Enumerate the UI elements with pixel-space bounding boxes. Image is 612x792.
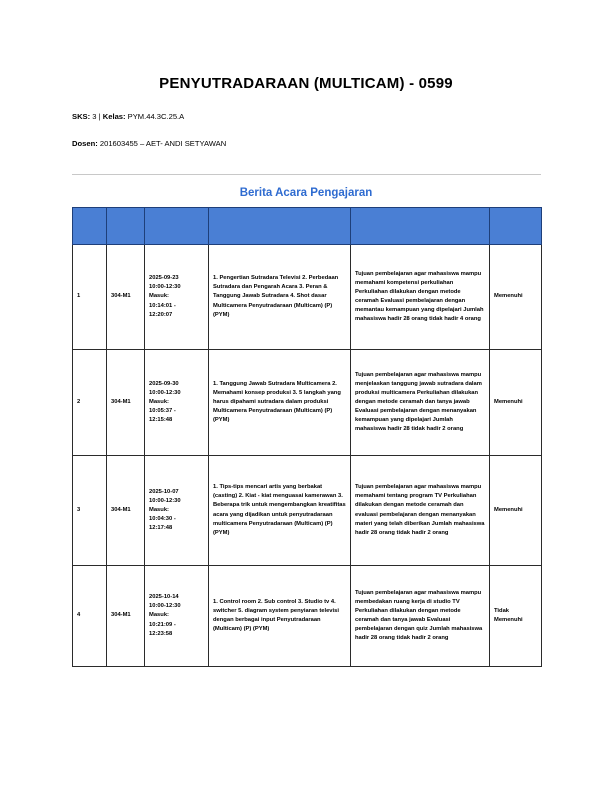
header-cell (73, 208, 107, 245)
session-time: 2025-09-23 10:00-12:30 Masuk: 10:14:01 - 12:20:07 (145, 245, 209, 350)
keterangan-cell: Tujuan pembelajaran agar mahasiswa mampu memahami tentang program TV Perkuliahan dilakukan dengan metode ceramah dan evaluasi pembelajaran dengan menanyakan materi yang telah diberikan Jumlah mahasiswa hadir 28 orang tidak hadir 2 orang (351, 456, 490, 566)
separator: | (98, 112, 101, 121)
materi-cell: 1. Tips-tips mencari artis yang berbakat (casting) 2. Kiat - kiat menguasai kamerawan 3. Beberapa trik untuk mengembangkan kreatifitas acara yang dijadikan untuk penyutradaraan multicamera Penyutradaraan (Multicam) (P) (PYM) (209, 456, 351, 566)
materi-cell: 1. Pengertian Sutradara Televisi 2. Perbedaan Sutradara dan Pengarah Acara 3. Peran & Tanggung Jawab Sutradara 4. Shot dasar Multicamera Penyutradaraan (Multicam) (P) (PYM) (209, 245, 351, 350)
row-number: 1 (73, 245, 107, 350)
room-code: 304-M1 (107, 456, 145, 566)
sks-value: 3 (92, 112, 97, 121)
berita-acara-table (72, 207, 542, 667)
room-code: 304-M1 (107, 566, 145, 667)
row-number: 4 (73, 566, 107, 667)
table-row (73, 566, 542, 667)
header-cell (351, 208, 490, 245)
room-code: 304-M1 (107, 245, 145, 350)
dosen-label: Dosen: (72, 139, 98, 148)
status-cell: Tidak Memenuhi (490, 566, 542, 667)
dosen-value: 201603455 – AET- ANDI SETYAWAN (99, 139, 227, 148)
header-cell (107, 208, 145, 245)
session-time: 2025-10-07 10:00-12:30 Masuk: 10:04:30 - 12:17:48 (145, 456, 209, 566)
divider (72, 174, 541, 175)
session-time: 2025-09-30 10:00-12:30 Masuk: 10:05:37 - 12:15:48 (145, 350, 209, 456)
course-title: PENYUTRADARAAN (MULTICAM) - 0599 (159, 75, 453, 92)
row-number: 2 (73, 350, 107, 456)
status-cell: Memenuhi (490, 245, 542, 350)
table-row (73, 245, 542, 350)
section-title: Berita Acara Pengajaran (239, 187, 373, 199)
session-time: 2025-10-14 10:00-12:30 Masuk: 10:21:09 - 12:23:58 (145, 566, 209, 667)
status-cell: Memenuhi (490, 456, 542, 566)
table-row (73, 456, 542, 566)
keterangan-cell: Tujuan pembelajaran agar mahasiswa mampu menjelaskan tanggung jawab sutradara dalam produksi multicamera Perkuliahan dilakukan dengan metode ceramah dan tanya jawab Evaluasi pembelajaran dengan menanyakan kemampuan yang dipelajari Jumlah mahasiswa hadir 28 tidak hadir 2 orang (351, 350, 490, 456)
kelas-value: PYM.44.3C.25.A (127, 112, 185, 121)
keterangan-cell: Tujuan pembelajaran agar mahasiswa mampu membedakan ruang kerja di studio TV Perkuliahan dilakukan dengan metode ceramah dan tanya jawab Evaluasi pembelajaran dengan quiz Jumlah mahasiswa hadir 28 orang tidak hadir 2 orang (351, 566, 490, 667)
table-row (73, 350, 542, 456)
header-cell (145, 208, 209, 245)
dosen-line (72, 139, 226, 148)
status-cell: Memenuhi (490, 350, 542, 456)
materi-cell: 1. Control room 2. Sub control 3. Studio tv 4. switcher 5. diagram system penyiaran televisi dengan berbagai input Penyutradaraan (Multicam) (P) (PYM) (209, 566, 351, 667)
sks-kelas-line (72, 112, 184, 121)
room-code: 304-M1 (107, 350, 145, 456)
materi-cell: 1. Tanggung Jawab Sutradara Multicamera 2. Memahami konsep produksi 3. 5 langkah yang harus dipahami sutradara dalam produksi Multicamera Penyutradaraan (Multicam) (P) (PYM) (209, 350, 351, 456)
header-cell (209, 208, 351, 245)
kelas-label: Kelas: (102, 112, 126, 121)
sks-label: SKS: (72, 112, 91, 121)
row-number: 3 (73, 456, 107, 566)
table-header-row (73, 208, 542, 245)
header-cell (490, 208, 542, 245)
keterangan-cell: Tujuan pembelajaran agar mahasiswa mampu memahami kompetensi perkuliahan Perkuliahan dilakukan dengan metode ceramah Evaluasi pembelajaran dengan memantau kemampuan yang dipelajari Jumlah mahasiswa hadir 28 orang tidak hadir 4 orang (351, 245, 490, 350)
